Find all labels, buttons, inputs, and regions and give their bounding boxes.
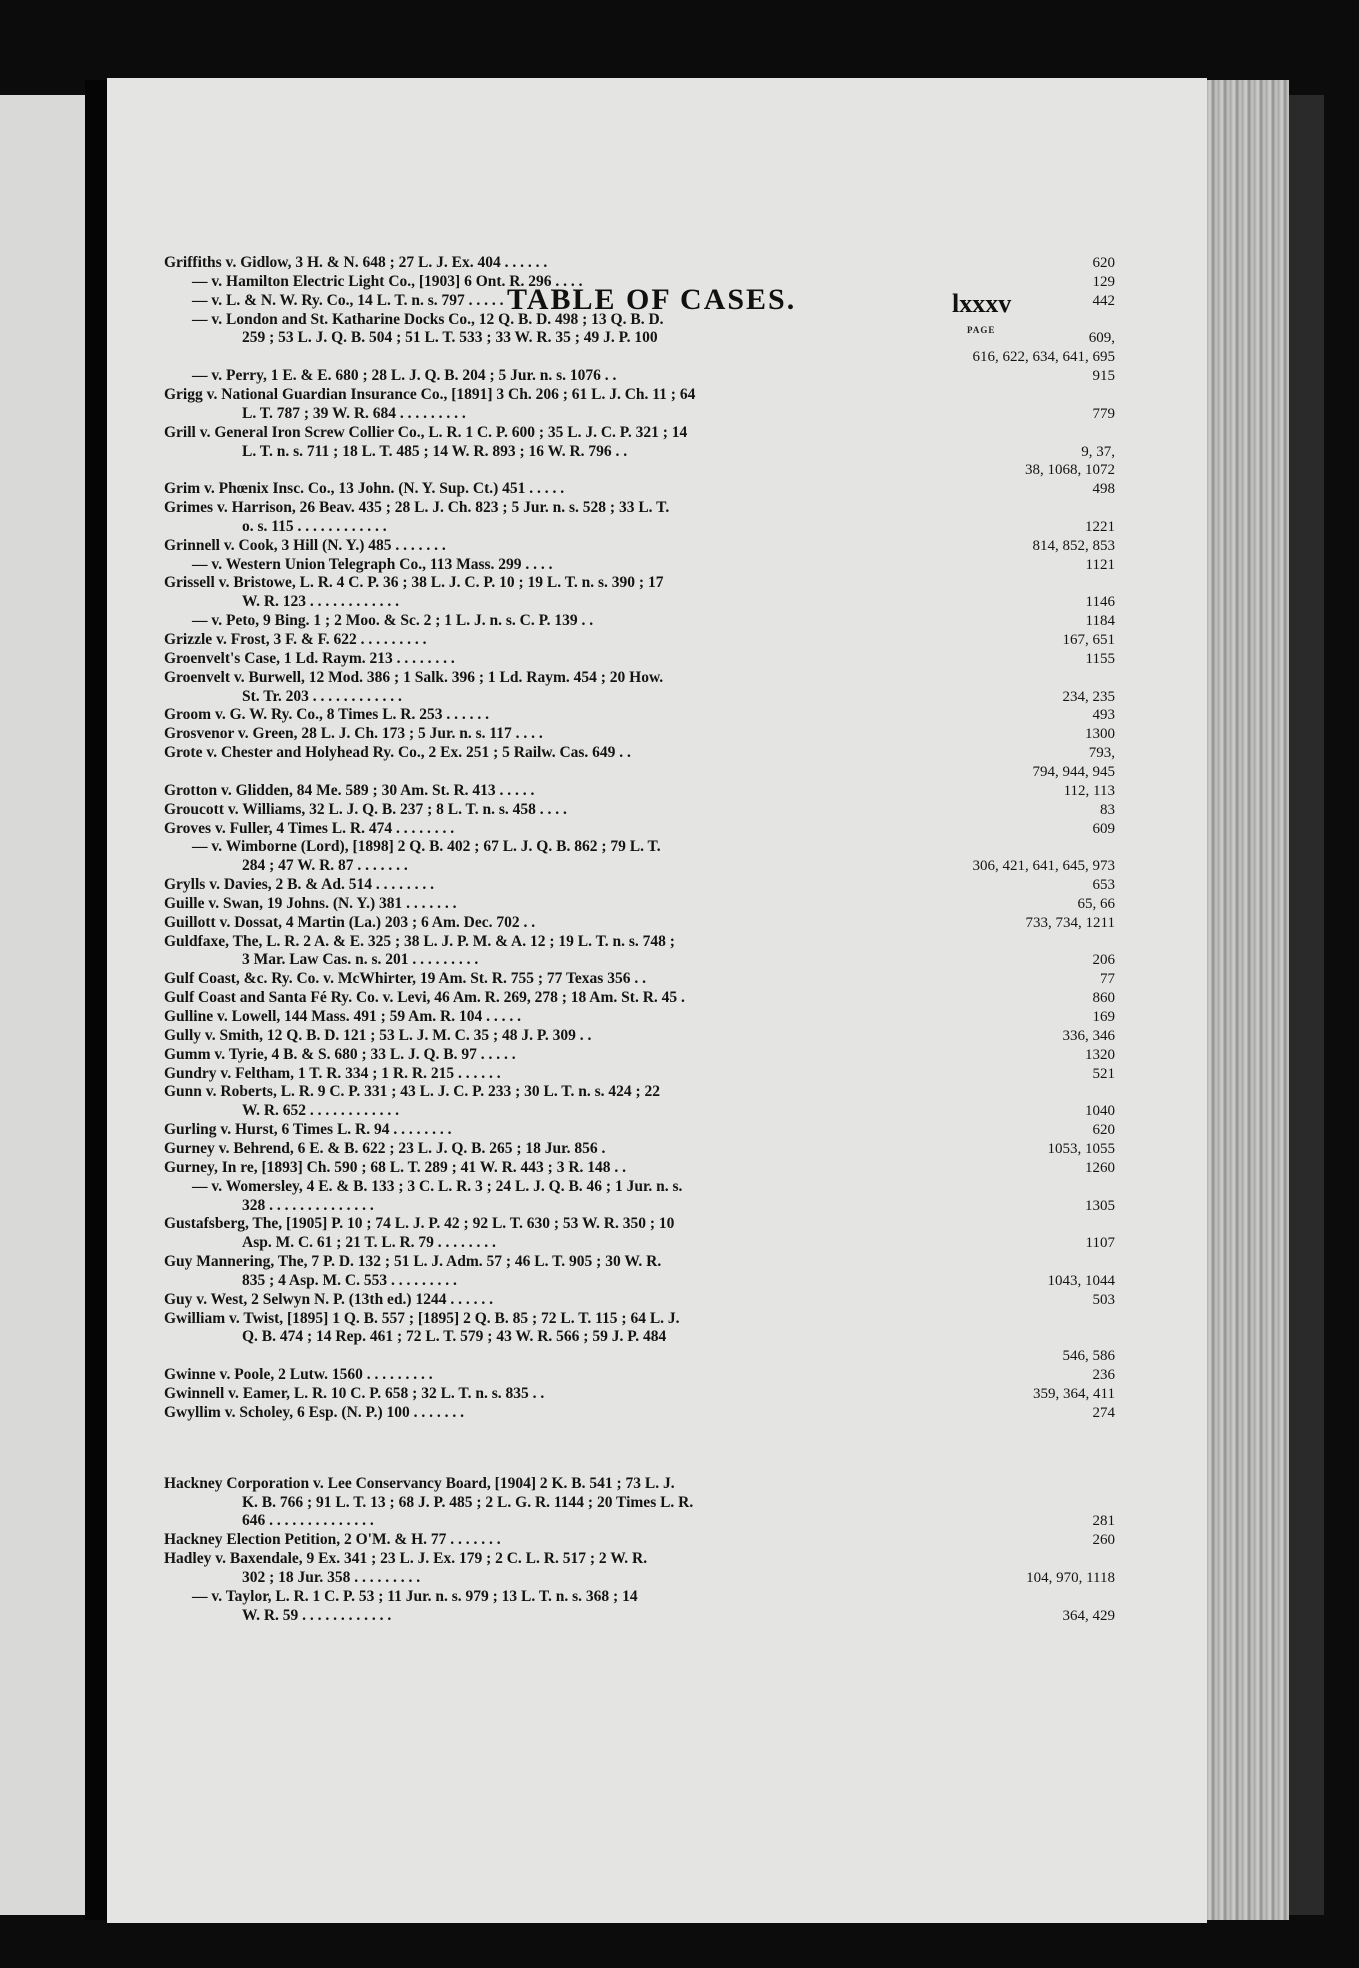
case-citation: W. R. 59 . . . . . . . . . . . .: [242, 1606, 392, 1624]
case-page-refs: 112, 113: [1063, 782, 1115, 799]
case-page-refs: 1184: [1085, 613, 1115, 630]
book-page: [107, 78, 1207, 1923]
case-page-refs: 77: [1100, 971, 1115, 988]
case-citation: 284 ; 47 W. R. 87 . . . . . . .: [242, 857, 408, 875]
case-citation: — v. L. & N. W. Ry. Co., 14 L. T. n. s. 797 . . . . .: [192, 291, 504, 309]
case-citation: St. Tr. 203 . . . . . . . . . . . .: [242, 687, 402, 705]
page-number: lxxxv: [952, 289, 1012, 318]
case-citation: Groenvelt's Case, 1 Ld. Raym. 213 . . . . . . . .: [164, 649, 455, 667]
case-page-refs: 1107: [1085, 1235, 1115, 1252]
case-page-refs: 1260: [1085, 1159, 1115, 1176]
case-page-refs: 609,: [1088, 330, 1115, 347]
case-page-refs: 503: [1092, 1291, 1115, 1308]
case-citation: Q. B. 474 ; 14 Rep. 461 ; 72 L. T. 579 ; 43 W. R. 566 ; 59 J. P. 484: [242, 1328, 667, 1346]
case-page-refs: 1043, 1044: [1047, 1272, 1115, 1289]
case-page-refs: 498: [1092, 481, 1115, 498]
book-cover-edge: [1289, 95, 1324, 1915]
case-page-refs: 1053, 1055: [1047, 1140, 1115, 1157]
case-page-refs: 493: [1092, 707, 1115, 724]
case-page-refs: 1146: [1085, 594, 1115, 611]
left-page-strip: [0, 95, 85, 1915]
case-citation: Gumm v. Tyrie, 4 B. & S. 680 ; 33 L. J. Q. B. 97 . . . . .: [164, 1045, 516, 1063]
case-citation: Gulf Coast, &c. Ry. Co. v. McWhirter, 19 Am. St. R. 755 ; 77 Texas 356 . .: [164, 970, 646, 988]
case-citation: Gurney, In re, [1893] Ch. 590 ; 68 L. T. 289 ; 41 W. R. 443 ; 3 R. 148 . .: [164, 1158, 627, 1176]
case-page-refs: 281: [1092, 1513, 1115, 1530]
case-citation: K. B. 766 ; 91 L. T. 13 ; 68 J. P. 485 ; 2 L. G. R. 1144 ; 20 Times L. R.: [242, 1493, 694, 1511]
case-page-refs: 359, 364, 411: [1033, 1386, 1115, 1402]
case-page-refs: 336, 346: [1062, 1027, 1115, 1044]
case-page-refs: 814, 852, 853: [1032, 537, 1115, 554]
case-citation: Grinnell v. Cook, 3 Hill (N. Y.) 485 . . . . . . .: [164, 536, 446, 554]
case-citation: Grim v. Phœnix Insc. Co., 13 John. (N. Y. Sup. Ct.) 451 . . . . .: [164, 480, 565, 498]
case-citation: Hackney Corporation v. Lee Conservancy Board, [1904] 2 K. B. 541 ; 73 L. J.: [164, 1474, 675, 1492]
case-page-refs: 616, 622, 634, 641, 695: [972, 349, 1115, 366]
page-column-label: PAGE: [967, 325, 996, 335]
case-citation: 835 ; 4 Asp. M. C. 553 . . . . . . . . .: [242, 1271, 457, 1289]
case-citation: Grimes v. Harrison, 26 Beav. 435 ; 28 L. J. Ch. 823 ; 5 Jur. n. s. 528 ; 33 L. T.: [164, 499, 670, 517]
case-page-refs: 129: [1092, 273, 1115, 290]
case-citation: Guy Mannering, The, 7 P. D. 132 ; 51 L. J. Adm. 57 ; 46 L. T. 905 ; 30 W. R.: [164, 1253, 662, 1271]
case-citation: Asp. M. C. 61 ; 21 T. L. R. 79 . . . . . . . .: [242, 1234, 496, 1252]
case-citation: Guillott v. Dossat, 4 Martin (La.) 203 ; 6 Am. Dec. 702 . .: [164, 913, 536, 931]
case-citation: 302 ; 18 Jur. 358 . . . . . . . . .: [242, 1568, 421, 1586]
case-citation: Gwilliam v. Twist, [1895] 1 Q. B. 557 ; [1895] 2 Q. B. 85 ; 72 L. T. 115 ; 64 L. J.: [164, 1309, 680, 1327]
case-citation: Gulline v. Lowell, 144 Mass. 491 ; 59 Am. R. 104 . . . . .: [164, 1008, 521, 1025]
case-page-refs: 793,: [1088, 745, 1115, 762]
case-page-refs: 620: [1092, 255, 1115, 271]
case-page-refs: 65, 66: [1077, 895, 1115, 912]
case-citation: Grissell v. Bristowe, L. R. 4 C. P. 36 ; 38 L. J. C. P. 10 ; 19 L. T. n. s. 390 ; 17: [164, 574, 664, 592]
case-citation: W. R. 652 . . . . . . . . . . . .: [242, 1102, 400, 1120]
case-citation: Gurling v. Hurst, 6 Times L. R. 94 . . . . . . . .: [164, 1121, 452, 1139]
case-page-refs: 733, 734, 1211: [1025, 914, 1115, 931]
case-citation: Groucott v. Williams, 32 L. J. Q. B. 237 ; 8 L. T. n. s. 458 . . . .: [164, 800, 567, 818]
case-citation: Gunn v. Roberts, L. R. 9 C. P. 331 ; 43 L. J. C. P. 233 ; 30 L. T. n. s. 424 ; 22: [164, 1083, 661, 1101]
case-page-refs: 234, 235: [1062, 688, 1115, 705]
case-page-refs: 1121: [1085, 556, 1115, 573]
case-citation: 328 . . . . . . . . . . . . . .: [242, 1196, 374, 1214]
page-title: TABLE OF CASES.: [507, 283, 797, 316]
case-page-refs: 653: [1092, 877, 1115, 894]
case-page-refs: 236: [1092, 1367, 1115, 1384]
page-stack-edge: [1207, 80, 1289, 1920]
case-page-refs: 521: [1092, 1065, 1115, 1082]
case-page-refs: 860: [1092, 990, 1115, 1007]
case-page-refs: 1155: [1085, 650, 1115, 667]
case-citation: Grizzle v. Frost, 3 F. & F. 622 . . . . . . . . .: [164, 631, 427, 648]
case-citation: Griffiths v. Gidlow, 3 H. & N. 648 ; 27 L. J. Ex. 404 . . . . . .: [164, 254, 548, 271]
case-citation: — v. Wimborne (Lord), [1898] 2 Q. B. 402 ; 67 L. J. Q. B. 862 ; 79 L. T.: [192, 838, 661, 856]
case-citation: Guldfaxe, The, L. R. 2 A. & E. 325 ; 38 L. J. P. M. & A. 12 ; 19 L. T. n. s. 748 ;: [164, 932, 675, 950]
case-citation: Guille v. Swan, 19 Johns. (N. Y.) 381 . . . . . . .: [164, 894, 457, 912]
case-citation: Groom v. G. W. Ry. Co., 8 Times L. R. 253 . . . . . .: [164, 706, 489, 724]
case-citation: Groenvelt v. Burwell, 12 Mod. 386 ; 1 Salk. 396 ; 1 Ld. Raym. 454 ; 20 How.: [164, 668, 664, 686]
case-citation: Grosvenor v. Green, 28 L. J. Ch. 173 ; 5 Jur. n. s. 117 . . . .: [164, 725, 543, 743]
case-citation: — v. London and St. Katharine Docks Co., 12 Q. B. D. 498 ; 13 Q. B. D.: [192, 310, 664, 328]
case-page-refs: 546, 586: [1062, 1348, 1115, 1365]
case-citation: Gwinne v. Poole, 2 Lutw. 1560 . . . . . . . . .: [164, 1366, 433, 1384]
case-citation: o. s. 115 . . . . . . . . . . . .: [242, 517, 387, 535]
case-page-refs: 83: [1100, 801, 1115, 818]
case-citation: 3 Mar. Law Cas. n. s. 201 . . . . . . . . .: [242, 951, 479, 969]
case-citation: L. T. n. s. 711 ; 18 L. T. 485 ; 14 W. R. 893 ; 16 W. R. 796 . .: [242, 442, 628, 460]
case-page-refs: 620: [1092, 1122, 1115, 1139]
case-citation: Grigg v. National Guardian Insurance Co., [1891] 3 Ch. 206 ; 61 L. J. Ch. 11 ; 64: [164, 385, 696, 403]
case-page-refs: 306, 421, 641, 645, 973: [972, 858, 1115, 875]
case-citation: — v. Western Union Telegraph Co., 113 Mass. 299 . . . .: [192, 555, 553, 573]
case-citation: Gurney v. Behrend, 6 E. & B. 622 ; 23 L. J. Q. B. 265 ; 18 Jur. 856 .: [164, 1139, 606, 1157]
case-page-refs: 779: [1092, 405, 1115, 422]
case-page-refs: 1305: [1085, 1197, 1115, 1214]
case-citation: Grotton v. Glidden, 84 Me. 589 ; 30 Am. St. R. 413 . . . . .: [164, 781, 535, 799]
case-citation: — v. Womersley, 4 E. & B. 133 ; 3 C. L. R. 3 ; 24 L. J. Q. B. 46 ; 1 Jur. n. s.: [192, 1177, 683, 1195]
case-citation: — v. Peto, 9 Bing. 1 ; 2 Moo. & Sc. 2 ; 1 L. J. n. s. C. P. 139 . .: [192, 612, 594, 630]
binding-gutter: [85, 80, 107, 1920]
case-citation: Grote v. Chester and Holyhead Ry. Co., 2 Ex. 251 ; 5 Railw. Cas. 649 . .: [164, 744, 631, 762]
case-citation: Grill v. General Iron Screw Collier Co., L. R. 1 C. P. 600 ; 35 L. J. C. P. 321 ; 14: [164, 423, 688, 441]
case-page-refs: 1040: [1085, 1103, 1115, 1120]
case-citation: Gwyllim v. Scholey, 6 Esp. (N. P.) 100 . . . . . . .: [164, 1403, 464, 1421]
case-page-refs: 104, 970, 1118: [1026, 1569, 1115, 1586]
case-page-refs: 274: [1092, 1404, 1115, 1421]
case-page-refs: 442: [1092, 292, 1115, 309]
case-page-refs: 915: [1092, 368, 1115, 385]
case-page-refs: 609: [1092, 820, 1115, 837]
case-citation: Gully v. Smith, 12 Q. B. D. 121 ; 53 L. J. M. C. 35 ; 48 J. P. 309 . .: [164, 1026, 592, 1044]
case-citation: L. T. 787 ; 39 W. R. 684 . . . . . . . . .: [242, 404, 466, 422]
case-page-refs: 260: [1092, 1532, 1115, 1549]
case-citation: — v. Hamilton Electric Light Co., [1903] 6 Ont. R. 296 . . . .: [192, 272, 583, 290]
case-page-refs: 1320: [1085, 1046, 1115, 1063]
case-citation: Gwinnell v. Eamer, L. R. 10 C. P. 658 ; 32 L. T. n. s. 835 . .: [164, 1385, 545, 1402]
case-citation: Gulf Coast and Santa Fé Ry. Co. v. Levi, 46 Am. R. 269, 278 ; 18 Am. St. R. 45 .: [164, 989, 685, 1007]
case-citation: Guy v. West, 2 Selwyn N. P. (13th ed.) 1244 . . . . . .: [164, 1290, 493, 1308]
case-page-refs: 1300: [1085, 726, 1115, 743]
case-citation: Groves v. Fuller, 4 Times L. R. 474 . . . . . . . .: [164, 819, 455, 837]
case-citation: — v. Perry, 1 E. & E. 680 ; 28 L. J. Q. B. 204 ; 5 Jur. n. s. 1076 . .: [192, 367, 617, 385]
case-citation: Gustafsberg, The, [1905] P. 10 ; 74 L. J. P. 42 ; 92 L. T. 630 ; 53 W. R. 350 ; 10: [164, 1215, 675, 1233]
case-page-refs: 1221: [1085, 518, 1115, 535]
case-citation: Hadley v. Baxendale, 9 Ex. 341 ; 23 L. J. Ex. 179 ; 2 C. L. R. 517 ; 2 W. R.: [164, 1550, 648, 1568]
case-page-refs: 9, 37,: [1081, 443, 1115, 460]
case-citation: Gundry v. Feltham, 1 T. R. 334 ; 1 R. R. 215 . . . . . .: [164, 1064, 501, 1082]
case-citation: 646 . . . . . . . . . . . . . .: [242, 1512, 374, 1530]
case-page-refs: 364, 429: [1062, 1607, 1115, 1624]
case-page-refs: 794, 944, 945: [1032, 763, 1115, 780]
case-citation: W. R. 123 . . . . . . . . . . . .: [242, 593, 400, 611]
case-page-refs: 169: [1092, 1009, 1115, 1025]
case-citation: Hackney Election Petition, 2 O'M. & H. 77 . . . . . . .: [164, 1531, 501, 1549]
case-citation: — v. Taylor, L. R. 1 C. P. 53 ; 11 Jur. n. s. 979 ; 13 L. T. n. s. 368 ; 14: [192, 1587, 638, 1605]
case-page-refs: 38, 1068, 1072: [1025, 462, 1115, 479]
case-citation: Grylls v. Davies, 2 B. & Ad. 514 . . . . . . . .: [164, 876, 434, 894]
case-citation: 259 ; 53 L. J. Q. B. 504 ; 51 L. T. 533 ; 33 W. R. 35 ; 49 J. P. 100: [242, 329, 658, 347]
case-page-refs: 167, 651: [1062, 632, 1115, 648]
case-page-refs: 206: [1092, 952, 1115, 969]
